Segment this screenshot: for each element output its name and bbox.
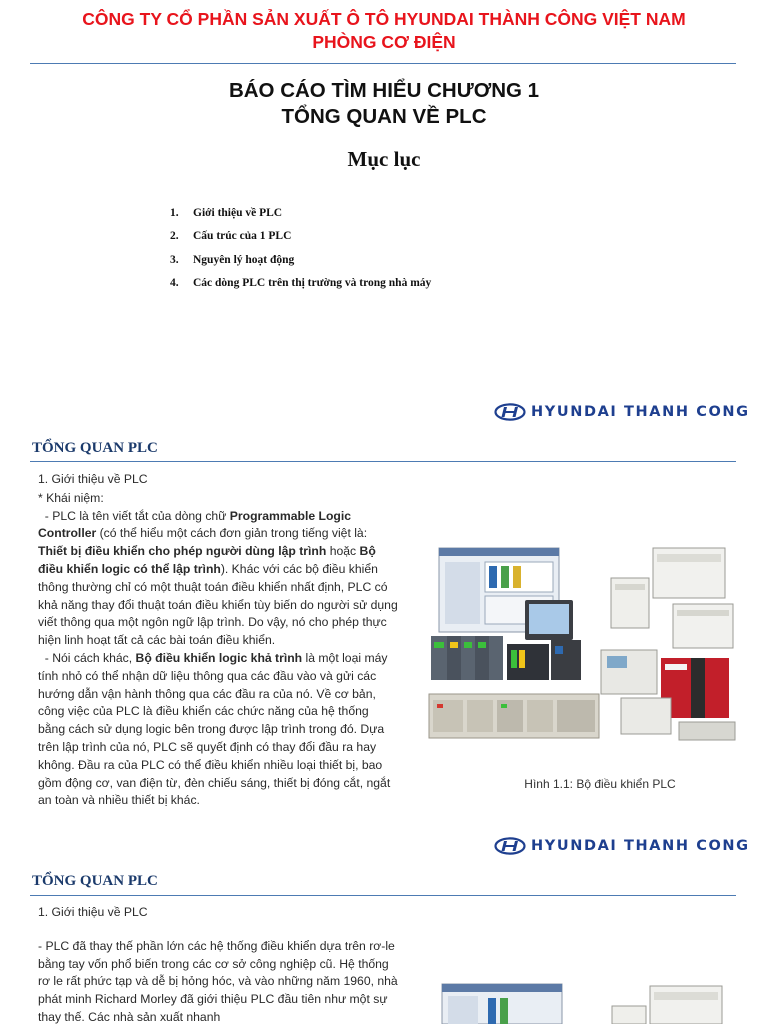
brand-logo bbox=[494, 837, 750, 855]
section-rule bbox=[30, 895, 736, 896]
section-title: TỔNG QUAN PLC bbox=[32, 873, 158, 889]
cover-slide bbox=[0, 0, 768, 432]
company-name: CÔNG TY CỔ PHẦN SẢN XUẤT Ô TÔ HYUNDAI THÀNH CÔNG VIỆT NAM bbox=[82, 9, 686, 29]
intro-body bbox=[38, 471, 402, 810]
brand-wordmark: HYUNDAI THANH CONG bbox=[531, 838, 750, 854]
toc-item bbox=[170, 252, 431, 275]
toc-label: Giới thiệu về PLC bbox=[193, 207, 283, 219]
paragraph-history: - PLC đã thay thế phần lớn các hệ thống điều khiển dựa trên rơ-le bằng tay vốn phổ biến trong các cơ sở công nghiệp cũ. Hệ thống rơ le rất phức tạp và dễ bị hỏng hóc, và vào những năm 1960, nhà phát minh Richard Morley đã giới thiệu PLC đầu tiên như một sự thay thế. Các nhà sản xuất nhanh bbox=[38, 938, 398, 1024]
paragraph-explanation bbox=[38, 650, 398, 810]
text-run: - PLC là tên viết tắt của dòng chữ bbox=[38, 508, 230, 523]
text-run: là một loại máy tính nhỏ có thể nhận dữ liệu thông qua các đầu vào và gửi các hướng dẫn vận hành thông qua các đầu ra của nó. Về cơ bản, công việc của PLC là điều khiển các chức năng của hệ thống bằng cách sử dụng logic bên trong được lập trình trong đó. Dựa trên lập trình của nó, PLC sẽ quyết định có thay đổi đầu ra hay không. Đầu ra của PLC có thể điều khiển nhiều loại thiết bị, bao gồm động cơ, van điện từ, đèn chiếu sáng, thiết bị đóng cắt, ngắt an toàn và nhiều thiết bị khác. bbox=[38, 650, 394, 808]
header-rule bbox=[30, 63, 736, 64]
overview-slide-continued bbox=[0, 864, 768, 1024]
toc-item bbox=[170, 205, 431, 228]
overview-slide bbox=[0, 432, 768, 864]
company-header bbox=[0, 8, 768, 54]
report-title bbox=[0, 78, 768, 130]
concept-label: * Khái niệm: bbox=[38, 490, 104, 505]
text-run: - Nói cách khác, bbox=[38, 650, 136, 665]
text-run: ). Khác với các bộ điều khiển thông thường chỉ có một thuật toán điều khiển nhất định, PLC có khả năng thay đổi thuật toán điều khiển tùy biến do người sử dụng viết thông qua một ngôn ngữ lập trình. Do vậy, nó cho phép thực hiện linh hoạt tất cả các bài toán điều khiển. bbox=[38, 561, 402, 648]
plc-devices-image bbox=[432, 976, 742, 1024]
hyundai-logo-icon bbox=[494, 837, 526, 855]
subheading: 1. Giới thiệu về PLC bbox=[38, 472, 148, 486]
subheading: 1. Giới thiệu về PLC bbox=[38, 905, 148, 919]
figure-caption: Hình 1.1: Bộ điều khiển PLC bbox=[524, 777, 676, 791]
paragraph-definition bbox=[38, 508, 402, 650]
intro-body bbox=[38, 904, 398, 1024]
toc-title: Mục lục bbox=[347, 147, 421, 171]
report-title-line1: BÁO CÁO TÌM HIỂU CHƯƠNG 1 bbox=[228, 79, 540, 102]
table-of-contents bbox=[170, 205, 431, 298]
term-plc-vietnamese: Bộ điều khiển logic khả trình bbox=[135, 650, 303, 665]
text-run: (có thể hiểu một cách đơn giản trong tiếng việt là: bbox=[96, 526, 371, 541]
text-run: hoặc bbox=[326, 544, 360, 559]
section-title: TỔNG QUAN PLC bbox=[32, 440, 158, 456]
toc-item bbox=[170, 275, 431, 298]
toc-number: 4. bbox=[170, 276, 179, 289]
toc-number: 3. bbox=[170, 253, 179, 266]
report-title-line2: TỔNG QUAN VỀ PLC bbox=[281, 105, 487, 128]
toc-label: Cấu trúc của 1 PLC bbox=[193, 230, 292, 243]
hyundai-logo-icon bbox=[494, 403, 526, 421]
toc-item bbox=[170, 228, 431, 251]
plc-devices-image bbox=[425, 544, 740, 744]
term-vietnamese-2: Bộ điều khiển logic có thể lập trình bbox=[38, 544, 380, 576]
term-vietnamese-1: Thiết bị điều khiển cho phép người dùng lập trình bbox=[38, 544, 327, 559]
brand-wordmark: HYUNDAI THANH CONG bbox=[531, 404, 750, 420]
toc-label: Các dòng PLC trên thị trường và trong nhà máy bbox=[193, 276, 432, 289]
toc-number: 1. bbox=[170, 207, 179, 219]
toc-label: Nguyên lý hoạt động bbox=[193, 253, 295, 266]
term-programmable-logic-controller: Programmable Logic Controller bbox=[38, 508, 355, 541]
toc-number: 2. bbox=[170, 230, 179, 243]
department-name: PHÒNG CƠ ĐIỆN bbox=[312, 32, 456, 52]
section-rule bbox=[30, 461, 736, 462]
brand-logo bbox=[494, 403, 750, 421]
